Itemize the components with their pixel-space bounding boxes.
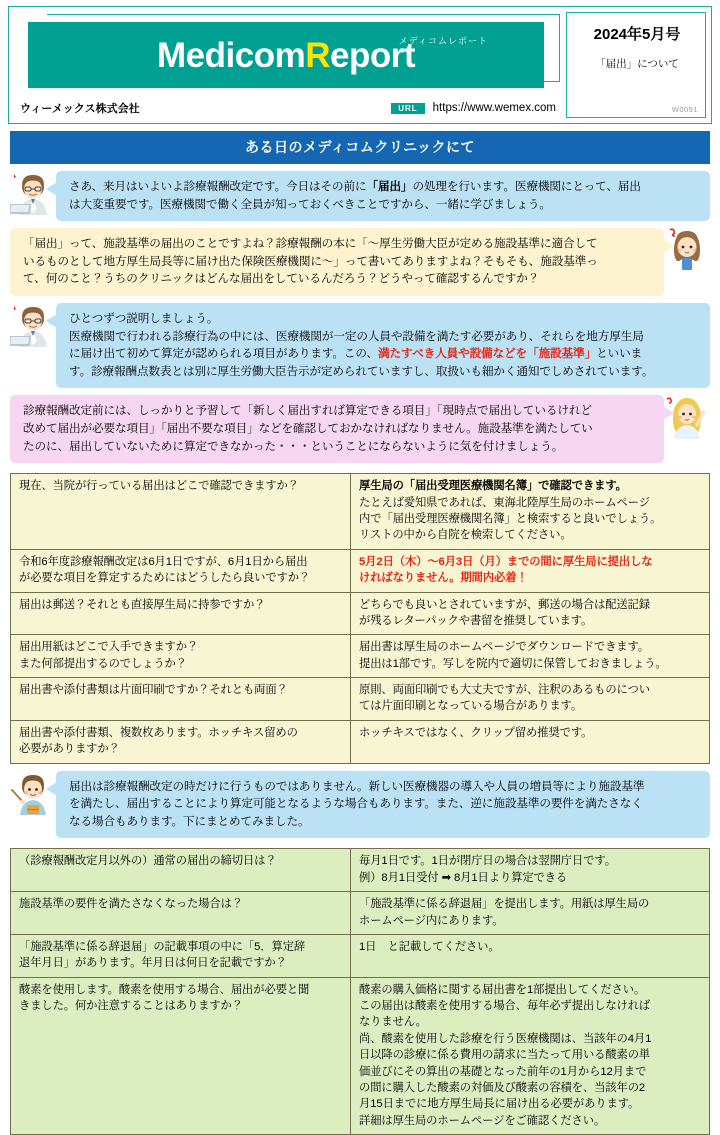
answer-line: 1日 と記載してください。 [359,940,500,953]
answer-line: 例）8月1日受付 ➡ 8月1日より算定できる [359,871,568,884]
qa-table-one [10,473,710,763]
answer-cell [351,549,710,592]
answer-cell [351,720,710,763]
question-line: 必要がありますか？ [19,743,120,756]
bubble-line: 診療報酬改定前には、しっかりと予習して「新しく届出すれば算定できる項目」「現時点で届出しているけれど [23,404,592,418]
logo-text-2: eport [329,35,415,75]
answer-line-emphasis: ければなりません。期間内必着！ [359,572,528,585]
speech-row-doctor [10,303,710,388]
answer-line: この届出は酸素を使用する場合、毎年必ず提出しなければ [359,1000,651,1013]
bubble-line: たのに、届出していないために算定できなかった・・・ということにならないように気を付けましょう。 [23,439,564,453]
question-cell [11,592,351,635]
question-line: （診療報酬改定月以外の）通常の届出の締切日は？ [19,855,277,868]
question-line: 届出用紙はどこで入手できますか？ [19,641,199,654]
url-group [391,102,556,114]
logo-wordmark [157,35,415,75]
logo-box [28,22,544,88]
answer-cell [351,977,710,1134]
bubble-tail [46,314,57,328]
question-line: きました。何か注意することはありますか？ [19,1000,243,1013]
answer-line: 価並びにその算出の基礎となった前年の1月から12月まで [359,1065,647,1078]
bubble-line: 医療機関で行われる診療行為の中には、医療機関が一定の人員や設備を満たす必要があり、それらを地方厚生局 [69,329,644,343]
question-line: 施設基準の要件を満たさなくなった場合は？ [19,898,243,911]
question-cell [11,892,351,935]
speech-bubble [56,771,710,839]
answer-line: 内で「届出受理医療機関名簿」と検索すると良いでしょう。 [359,513,662,526]
table-row [11,635,710,678]
speech-row-teacher [10,771,710,839]
table-row [11,849,710,892]
bubble-line: に届け出て初めて算定が認められる項目があります。この、満たすべき人員や設備などを「施設基準」といいま [69,347,643,361]
answer-line: の間に購入した酸素の対価及び酸素の容積を、当該年の2 [359,1081,646,1094]
answer-line: なりません。 [359,1016,427,1029]
answer-line: 尚、酸素を使用した診療を行う医療機関は、当該年の4月1 [359,1032,652,1045]
question-line: 届出書や添付書類、複数枚あります。ホッチキス留めの [19,726,298,739]
answer-line: たとえば愛知県であれば、東海北陸厚生局のホームページ [359,496,650,509]
bubble-line: 「届出」って、施設基準の届出のことですよね？診療報酬の本に「～厚生労働大臣が定める施設基準に適合して [23,237,598,251]
logo-text-1: Medicom [157,35,306,75]
question-line: 届出書や添付書類は片面印刷ですか？それとも両面？ [19,684,288,697]
bubble-line: なる場合もあります。下にまとめてみました。 [69,814,310,828]
answer-line: 詳細は厚生局のホームページをご確認ください。 [359,1114,606,1127]
speech-bubble [56,303,710,388]
speech-bubble [10,395,664,463]
table-row [11,592,710,635]
speech-bubble [56,171,710,221]
table-row [11,977,710,1134]
table-row [11,720,710,763]
question-cell [11,720,351,763]
conversation-block-two [0,771,720,839]
bubble-line: いるものとして地方厚生局長等に届け出た保険医療機関に～」って書いてありますよね？そもそも、施設基準っ [23,254,598,268]
question-cell [11,977,351,1134]
answer-cell [351,678,710,721]
answer-headline: 厚生局の「届出受理医療機関名簿」で確認できます。 [359,480,627,493]
answer-line: 届出書は厚生局のホームページでダウンロードできます。 [359,641,649,654]
table-row [11,678,710,721]
answer-line: 日以降の診療に係る費用の請求に当たって用いる酸素の単 [359,1049,651,1062]
table-row [11,474,710,550]
question-cell [11,474,351,550]
speech-bubble [10,228,664,296]
issue-code: W0091 [671,105,698,114]
masthead-left [14,12,566,118]
url-badge: URL [391,103,424,114]
bubble-line: す。診療報酬点数表とは別に厚生労働大臣告示が定められていますし、取扱いも細かく通知でしめされています。 [69,364,654,378]
question-line: また何部提出するのでしょうか？ [19,657,187,670]
company-name: ウィーメックス株式会社 [20,103,140,115]
answer-line: 毎月1日です。1日が閉庁日の場合は翌開庁日です。 [359,855,616,868]
issue-box [566,12,706,118]
question-cell [11,635,351,678]
answer-cell [351,635,710,678]
answer-line: 「施設基準に係る辞退届」を提出します。用紙は厚生局の [359,898,650,911]
answer-cell [351,474,710,550]
bubble-tail [46,782,57,796]
answer-line: 月15日までに地方厚生局長に届け出る必要があります。 [359,1098,640,1111]
answer-cell [351,934,710,977]
answer-line: 酸素の購入価格に関する届出書を1部提出してください。 [359,983,646,996]
masthead [8,6,712,124]
question-cell [11,678,351,721]
bubble-line: さあ、来月はいよいよ診療報酬改定です。今日はその前に「届出」の処理を行います。医療機関にとって、届出 [69,180,641,193]
answer-cell [351,892,710,935]
bubble-tail [46,182,57,196]
issue-subtitle: 「届出」について [595,58,679,70]
answer-cell [351,592,710,635]
speech-row-doctor [10,171,710,221]
masthead-footer [20,100,556,116]
logo-text-highlight: R [305,35,330,75]
question-cell [11,849,351,892]
question-line: 令和6年度診療報酬改定は6月1日ですが、6月1日から届出 [19,555,308,568]
table-row [11,892,710,935]
question-line: が必要な項目を算定するためにはどうしたら良いですか？ [19,572,311,585]
bubble-line: ひとつずつ説明しましょう。 [69,312,219,326]
question-line: 届出は郵送？それとも直接厚生局に持参ですか？ [19,598,266,611]
answer-cell [351,849,710,892]
bubble-tail [663,406,674,420]
website-url[interactable]: https://www.wemex.com [432,102,556,114]
section-banner: ある日のメディコムクリニックにて [10,131,710,164]
bubble-line: は大変重要です。医療機関で働く全員が知っておくべきことですから、一緒に学びましょう。 [69,197,551,211]
bubble-line: 改めて届出が必要な項目」「届出不要な項目」などを確認しておかなければなりません。施設基準を満たしてい [23,422,593,436]
bubble-tail [663,239,674,253]
answer-line: ホッチキスではなく、クリップ留め推奨です。 [359,726,593,739]
qa-table-two [10,848,710,1135]
answer-line: ホームページ内にあります。 [359,914,504,927]
answer-line: 提出は1部です。写しを院内で適切に保管しておきましょう。 [359,657,667,670]
speech-row-staff [10,395,710,463]
bubble-line: て、何のこと？うちのクリニックはどんな届出をしているんだろう？どうやって確認するんですか？ [23,272,540,286]
answer-line: どちらでも良いとされていますが、郵送の場合は配送記録 [359,598,651,611]
question-line: 退年月日」があります。年月日は何日を記載ですか？ [19,957,287,970]
issue-title: 2024年5月号 [593,26,681,43]
question-line: 現在、当院が行っている届出はどこで確認できますか？ [19,480,299,493]
bubble-line: 届出は診療報酬改定の時だけに行うものではありません。新しい医療機器の導入や人員の増員等により施設基準 [69,779,645,793]
answer-line: リストの中から自院を検索してください。 [359,529,572,542]
answer-line-emphasis: 5月2日（木）～6月3日（月）までの間に厚生局に提出しな [359,555,653,568]
question-cell [11,549,351,592]
answer-line: ては片面印刷となっている場合があります。 [359,700,583,713]
question-line: 「施設基準に係る辞退届」の記載事項の中に「5．算定辞 [19,940,306,953]
table-row [11,934,710,977]
table-row [11,549,710,592]
question-line: 酸素を使用します。酸素を使用する場合、届出が必要と聞 [19,983,310,996]
answer-line: が残るレターパックや書留を推奨しています。 [359,614,593,627]
speech-row-nurse [10,228,710,296]
logo-kana-label: メディコムレポート [398,36,488,46]
bubble-line: を満たし、届出することにより算定可能となるような場合もあります。また、逆に施設基準の要件を満たさなく [69,797,643,811]
answer-line: 原則、両面印刷でも大丈夫ですが、注釈のあるものについ [359,684,650,697]
conversation-block [0,171,720,463]
question-cell [11,934,351,977]
